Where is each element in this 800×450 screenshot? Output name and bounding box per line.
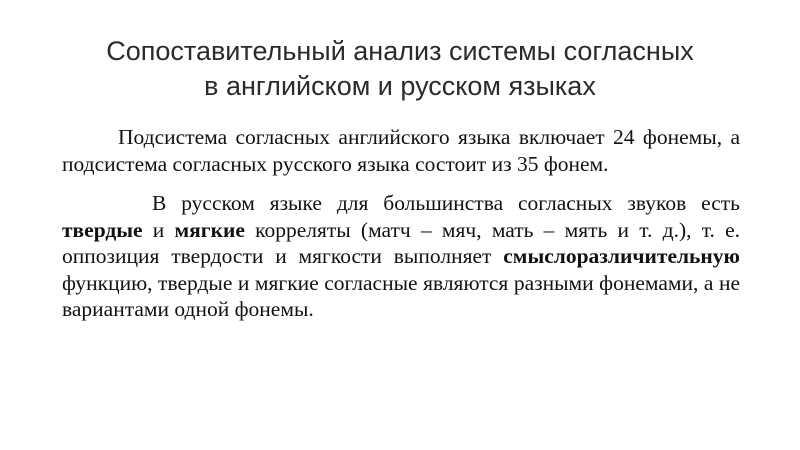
paragraph-consonant-counts: Подсистема согласных английского языка включает 24 фонемы, а подсистема согласных русского языка состоит из 35 фонем.	[62, 125, 740, 176]
paragraph-text: корреляты (матч – мяч, мать – мять и т. д.), т. е. оппозиция твердости и мягкости выполняет	[62, 217, 740, 268]
term-meaning-distinguishing: смыслоразличительную	[503, 244, 740, 268]
term-soft: мягкие	[174, 217, 245, 242]
slide-body	[62, 124, 740, 323]
slide-title-line-1: Сопоставительный анализ системы согласных	[106, 36, 694, 66]
term-hard: твердые	[62, 217, 143, 242]
paragraph-hard-soft-opposition	[62, 190, 740, 323]
paragraph-text: функцию, твердые и мягкие согласные являются разными фонемами, а не вариантами одной фонемы.	[62, 270, 740, 321]
paragraph-text: и	[142, 217, 175, 242]
paragraph-text: В русском языке для большинства согласных звуков есть	[152, 191, 740, 215]
slide-title-line-2: в английском и русском языках	[204, 71, 596, 101]
slide-title	[40, 34, 760, 104]
